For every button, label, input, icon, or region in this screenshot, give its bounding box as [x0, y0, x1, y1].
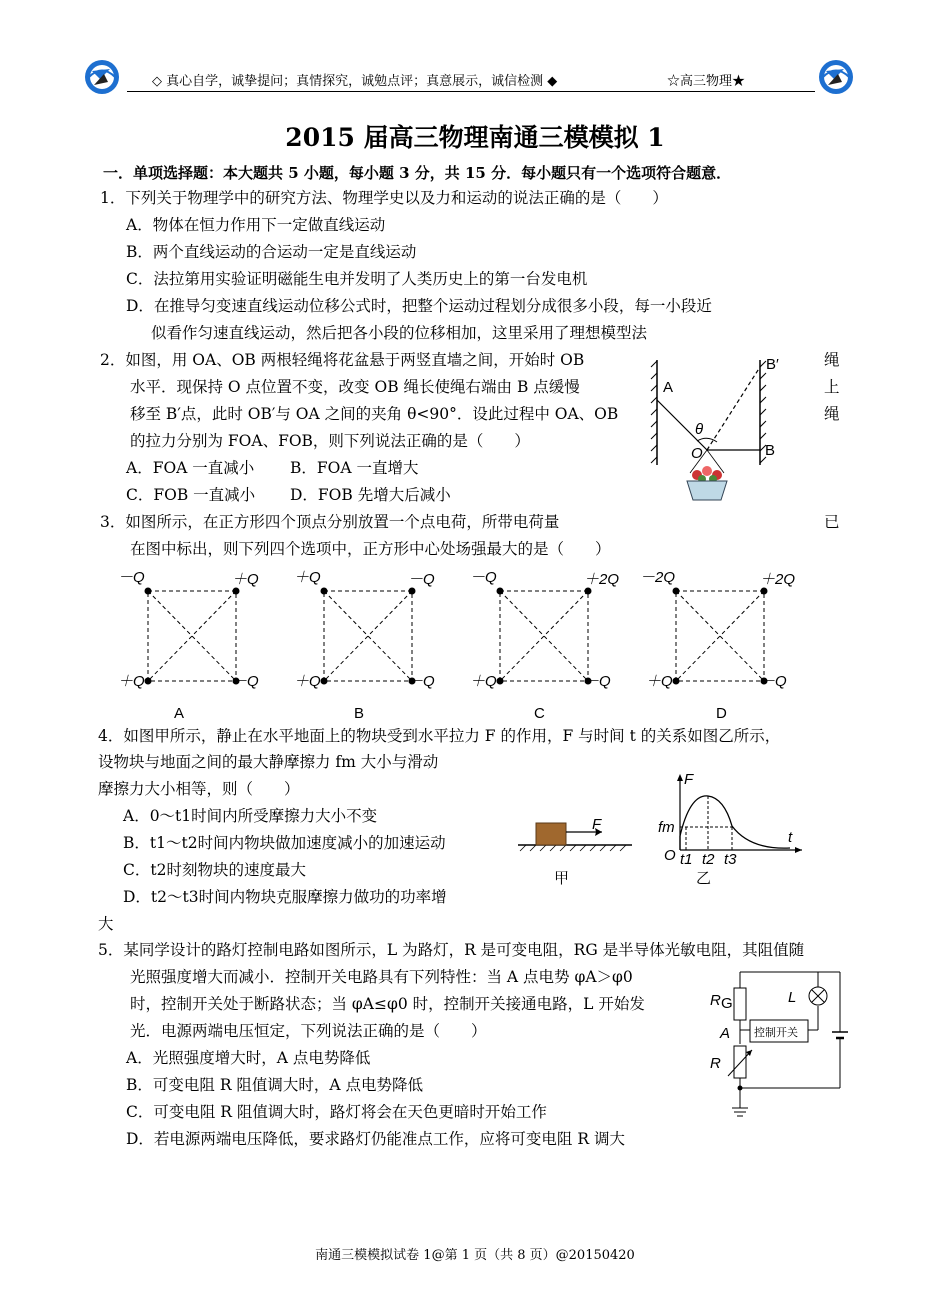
- q4-option-d-cont: 大: [98, 915, 114, 933]
- q3-line1: 3．如图所示，在正方形四个顶点分别放置一个点电荷，所带电荷量: [100, 513, 560, 531]
- q3-b-br: －Q: [408, 673, 435, 690]
- q3-a-tr: ＋Q: [232, 571, 259, 588]
- q3-d-tr: ＋2Q: [760, 571, 796, 588]
- q5-fig-rg-sub: G: [721, 995, 733, 1012]
- q4-option-b: B．t1～t2时间内物块做加速度减小的加速运动: [123, 834, 446, 852]
- q5-option-c: C．可变电阻 R 阻值调大时，路灯将会在天色更暗时开始工作: [126, 1103, 547, 1121]
- q2-option-c: C．FOB 一直减小: [126, 486, 256, 504]
- q2-line3-end: 绳: [824, 405, 840, 423]
- header-subject: ☆高三物理★: [667, 74, 746, 89]
- q2-fig-theta: θ: [695, 421, 704, 438]
- q4-fig-fm: fm: [658, 819, 675, 836]
- q1-option-b: B．两个直线运动的合运动一定是直线运动: [126, 243, 417, 261]
- q3-d-bl: ＋Q: [646, 673, 673, 690]
- q3-d-letter: D: [716, 705, 727, 722]
- q4-figure-jia: [518, 816, 632, 887]
- q2-fig-a: A: [663, 379, 674, 396]
- q3-figures: [110, 565, 810, 725]
- q3-b-tl: ＋Q: [294, 569, 321, 586]
- q5-line4: 光．电源两端电压恒定，下列说法正确的是（ ）: [130, 1022, 487, 1040]
- q4-line3: 摩擦力大小相等，则（ ）: [98, 780, 300, 798]
- q2-option-b: B．FOA 一直增大: [290, 459, 419, 477]
- q3-b-bl: ＋Q: [294, 673, 321, 690]
- q2-fig-b: B: [765, 442, 776, 459]
- q3-a-br: －Q: [232, 673, 259, 690]
- q2-line4: 的拉力分别为 FOA、FOB，则下列说法正确的是（ ）: [130, 432, 530, 450]
- q2-option-d: D．FOB 先增大后减小: [290, 486, 451, 504]
- q4-fig-t3: t3: [724, 851, 737, 868]
- q3-d-tl: －2Q: [640, 569, 676, 586]
- q4-line2: 设物块与地面之间的最大静摩擦力 fm 大小与滑动: [98, 753, 439, 771]
- header-divider: [127, 91, 815, 92]
- q5-line3: 时，控制开关处于断路状态；当 φA≤φ0 时，控制开关接通电路，L 开始发: [130, 995, 645, 1013]
- q3-c-letter: C: [534, 705, 545, 722]
- q4-fig-f-axis: F: [684, 771, 694, 788]
- q1-stem: 1．下列关于物理学中的研究方法、物理学史以及力和运动的说法正确的是（ ）: [100, 189, 668, 207]
- q4-fig-yi: 乙: [696, 870, 712, 887]
- q3-c-br: －Q: [584, 673, 611, 690]
- q4-fig-t2: t2: [702, 851, 715, 868]
- header-motto: ◇ 真心自学，诚挚提问；真情探究，诚勉点评；真意展示，诚信检测 ◆: [152, 74, 558, 89]
- q3-option-d-figure: [640, 569, 795, 722]
- left-logo-icon: [83, 58, 121, 96]
- q4-fig-t-axis: t: [788, 829, 793, 846]
- q4-figures: [510, 768, 810, 893]
- q1-option-d-cont: 似看作匀速直线运动，然后把各小段的位移相加，这里采用了理想模型法: [151, 324, 648, 342]
- q5-option-d: D．若电源两端电压降低，要求路灯仍能准点工作，应将可变电阻 R 调大: [126, 1130, 625, 1148]
- q5-fig-a: A: [720, 1025, 731, 1042]
- q4-fig-t1: t1: [680, 851, 693, 868]
- q3-a-bl: ＋Q: [118, 673, 145, 690]
- q5-circuit-figure: [700, 960, 860, 1140]
- q3-b-tr: －Q: [408, 571, 435, 588]
- q2-fig-o: O: [691, 445, 703, 462]
- q3-line1-end: 已: [824, 513, 840, 531]
- q4-figure-yi: [658, 771, 802, 887]
- q2-line1-end: 绳: [824, 351, 840, 369]
- q2-line2-end: 上: [824, 378, 840, 396]
- q5-line1: 5．某同学设计的路灯控制电路如图所示，L 为路灯，R 是可变电阻，RG 是半导体光敏电阻，其阻值随: [98, 941, 805, 959]
- q2-fig-b-prime: B′: [766, 356, 779, 373]
- q4-fig-jia: 甲: [554, 870, 570, 887]
- q4-fig-force: F: [592, 816, 602, 833]
- q5-fig-r: R: [710, 1055, 721, 1072]
- q1-option-a: A．物体在恒力作用下一定做直线运动: [126, 216, 386, 234]
- q3-c-tr: ＋2Q: [584, 571, 620, 588]
- section-heading: 一．单项选择题：本大题共 5 小题，每小题 3 分，共 15 分．每小题只有一个选项符合题意．: [103, 164, 732, 182]
- q3-option-c-figure: [470, 569, 619, 722]
- q3-c-tl: －Q: [470, 569, 497, 586]
- right-logo-icon: [817, 58, 855, 96]
- q3-option-a-figure: [118, 569, 259, 722]
- page-title: 2015 届高三物理南通三模模拟 1: [285, 123, 665, 152]
- q4-line1: 4．如图甲所示，静止在水平地面上的物块受到水平拉力 F 的作用，F 与时间 t 的关系如图乙所示，: [98, 727, 781, 745]
- q2-line2: 水平．现保持 O 点位置不变，改变 OB 绳长使绳右端由 B 点缓慢: [130, 378, 580, 396]
- q1-option-d: D．在推导匀变速直线运动位移公式时，把整个运动过程划分成很多小段，每一小段近: [126, 297, 712, 315]
- q3-b-letter: B: [354, 705, 365, 722]
- q2-figure: [645, 355, 779, 515]
- q4-option-a: A．0～t1时间内所受摩擦力大小不变: [123, 807, 378, 825]
- q3-option-b-figure: [294, 569, 435, 722]
- q5-fig-switch: 控制开关: [754, 1026, 798, 1039]
- q5-option-b: B．可变电阻 R 阻值调大时，A 点电势降低: [126, 1076, 424, 1094]
- q3-a-tl: －Q: [118, 569, 145, 586]
- q3-c-bl: ＋Q: [470, 673, 497, 690]
- q3-a-letter: A: [174, 705, 185, 722]
- q4-fig-origin: O: [664, 847, 676, 864]
- q2-line1: 2．如图，用 OA、OB 两根轻绳将花盆悬于两竖直墙之间，开始时 OB: [100, 351, 585, 369]
- q4-option-c: C．t2时刻物块的速度最大: [123, 861, 306, 879]
- q5-option-a: A．光照强度增大时，A 点电势降低: [126, 1049, 371, 1067]
- q3-d-br: －Q: [760, 673, 787, 690]
- q5-line2: 光照强度增大而减小．控制开关电路具有下列特性：当 A 点电势 φA＞φ0: [130, 968, 633, 986]
- q5-fig-l: L: [788, 989, 797, 1006]
- q1-option-c: C．法拉第用实验证明磁能生电并发明了人类历史上的第一台发电机: [126, 270, 588, 288]
- q3-line2: 在图中标出，则下列四个选项中，正方形中心处场强最大的是（ ）: [130, 540, 611, 558]
- q5-fig-rg: R: [710, 992, 721, 1009]
- q4-option-d: D．t2～t3时间内物块克服摩擦力做功的功率增: [123, 888, 447, 906]
- q2-line3: 移至 B′点，此时 OB′与 OA 之间的夹角 θ<90°．设此过程中 OA、OB: [130, 405, 619, 423]
- page-footer: 南通三模模拟试卷 1@第 1 页（共 8 页）@20150420: [315, 1248, 635, 1263]
- q2-option-a: A．FOA 一直减小: [126, 459, 255, 477]
